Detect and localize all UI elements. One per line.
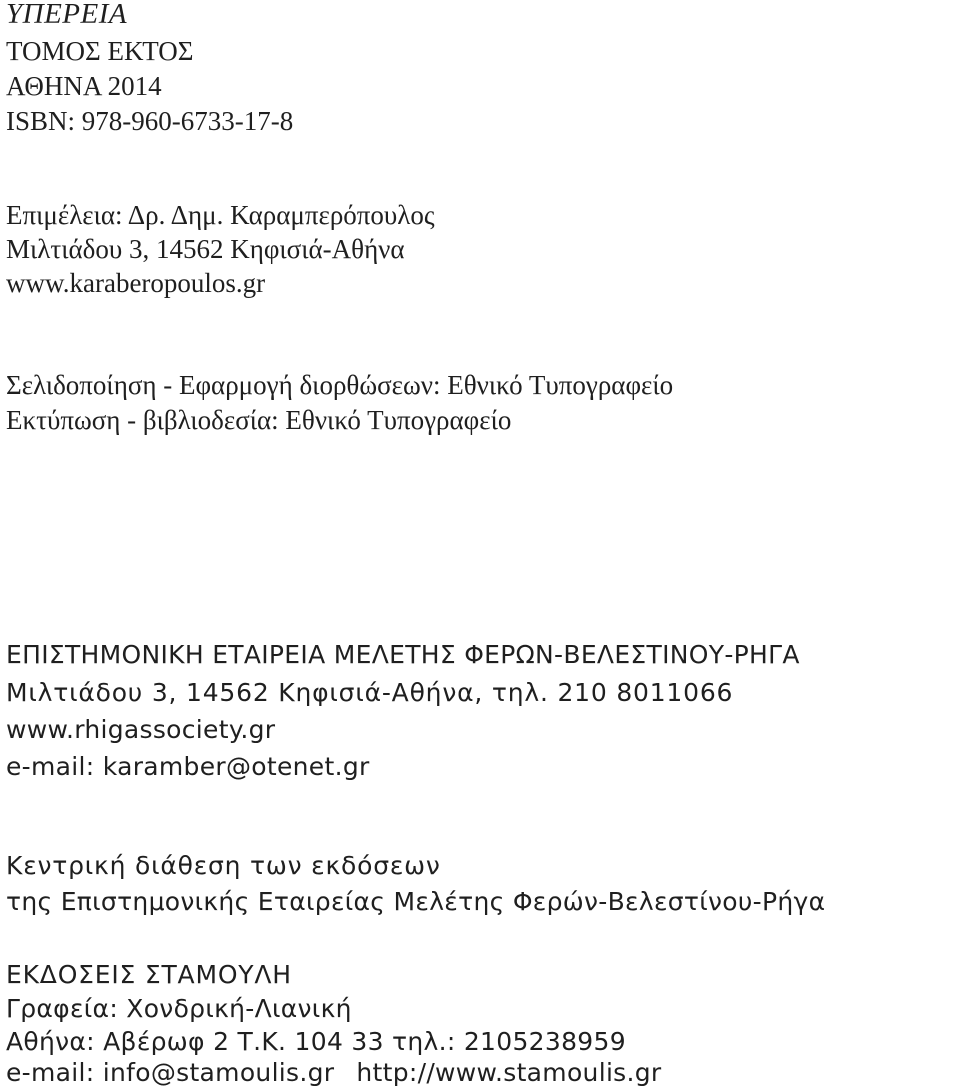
editor-line: Επιμέλεια: Δρ. Δημ. Καραμπερόπουλος [6,200,435,230]
publisher-name: ΕΚΔΟΣΕΙΣ ΣΤΑΜΟΥΛΗ [6,960,292,989]
isbn: ISBN: 978-960-6733-17-8 [6,106,294,136]
place-year: ΑΘΗΝΑ 2014 [6,71,162,101]
publisher-contact [6,1057,662,1089]
society-address: Μιλτιάδου 3, 14562 Κηφισιά-Αθήνα, τηλ. 210 8011066 [6,678,734,707]
distribution-line-2: της Επιστημονικής Εταιρείας Μελέτης Φερών-Βελεστίνου-Ρήγα [6,887,826,916]
distribution-line-1: Κεντρική διάθεση των εκδόσεων [6,851,441,880]
society-name: ΕΠΙΣΤΗΜΟΝΙΚΗ ΕΤΑΙΡΕΙΑ ΜΕΛΕΤΗΣ ΦΕΡΩΝ-ΒΕΛΕΣΤΙΝΟΥ-ΡΗΓΑ [6,640,800,669]
publisher-email: e-mail: info@stamoulis.gr [6,1058,335,1087]
editor-address: Μιλτιάδου 3, 14562 Κηφισιά-Αθήνα [6,234,405,264]
society-website: www.rhigassociety.gr [6,715,276,744]
editor-website: www.karaberopoulos.gr [6,268,266,298]
publisher-website: http://www.stamoulis.gr [356,1058,662,1087]
publisher-address: Αθήνα: Αβέρωφ 2 Τ.Κ. 104 33 τηλ.: 2105238959 [6,1027,626,1056]
publisher-office: Γραφεία: Χονδρική-Λιανική [6,994,352,1023]
society-email: e-mail: karamber@otenet.gr [6,752,370,781]
volume-label: ΤΟΜΟΣ ΕΚΤΟΣ [6,36,194,66]
book-title: ΥΠΕΡΕΙΑ [6,0,128,30]
typesetting-credit: Σελιδοποίηση - Εφαρμογή διορθώσεων: Εθνικό Τυπογραφείο [6,370,674,400]
printing-credit: Εκτύπωση - βιβλιοδεσία: Εθνικό Τυπογραφείο [6,405,512,435]
